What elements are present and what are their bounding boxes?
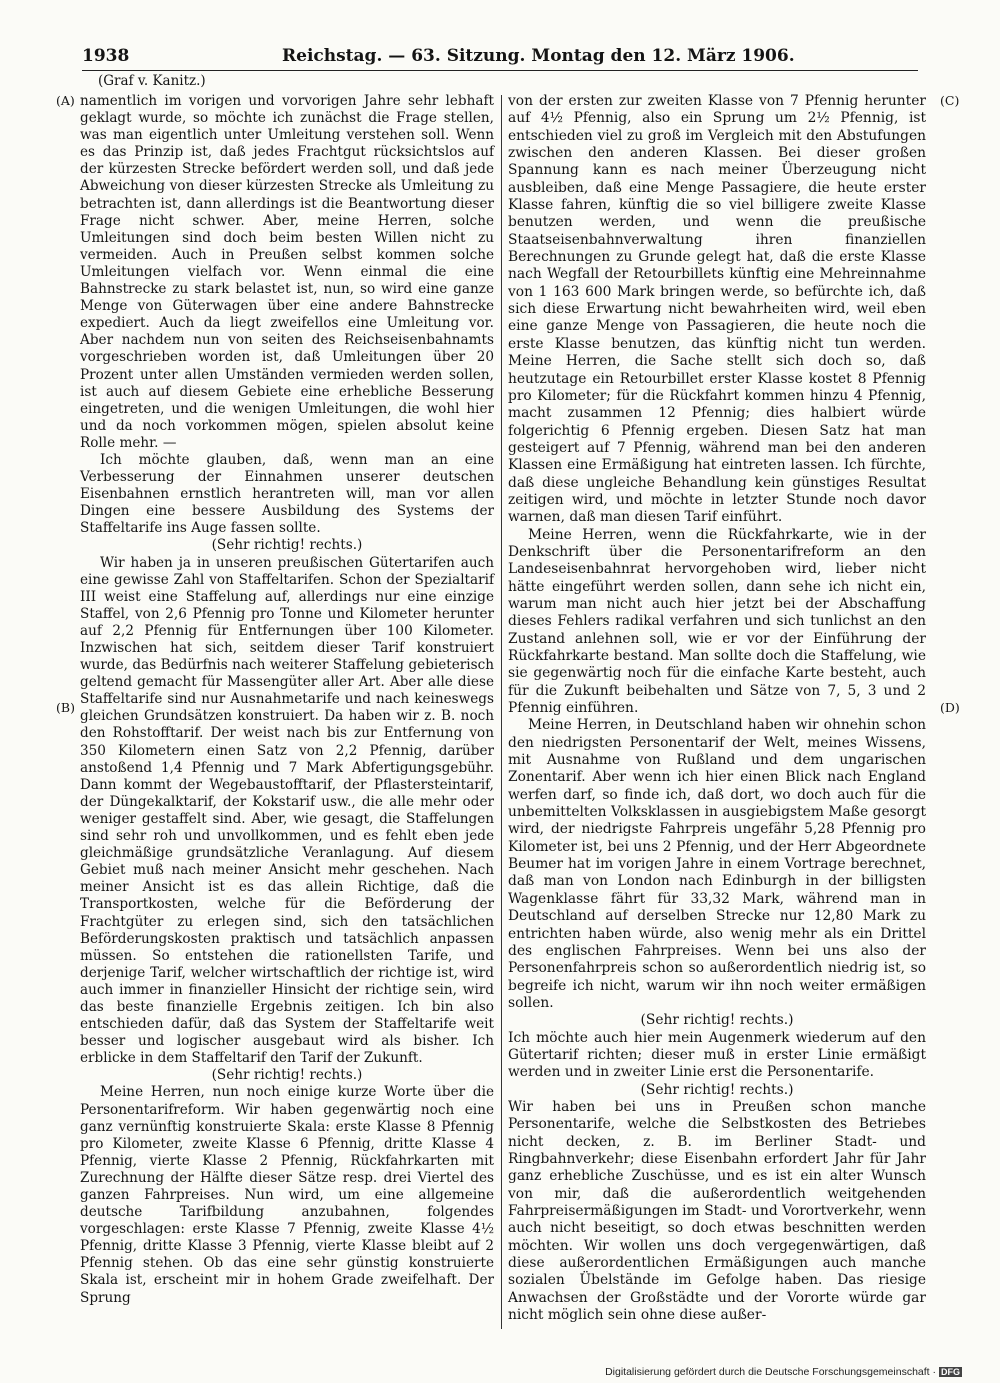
left-column-paragraph: Ich möchte glauben, daß, wenn man an eine Verbesserung der Einnahmen unserer deutschen Eisenbahnen ernstlich herantreten will, man vor allen Dingen eine bessere Ausbildung des Systems der Staffeltarife ins Auge fassen sollte. [80,451,494,537]
right-column-paragraph: (Sehr richtig! rechts.) [640,1012,794,1029]
left-column-paragraph: Wir haben ja in unseren preußischen Gütertarifen auch eine gewisse Zahl von Staffeltarifen. Schon der Spezialtarif III weist eine Staffelung auf, allerdings nur eine einzige Staffel, von 2,6 Pfennig pro Tonne und Kilometer herunter auf 2,2 Pfennig für Entfernungen über 100 Kilometer. Inzwischen hat sich, seitdem dieser Tarif konstruiert wurde, das Bedürfnis nach weiterer Staffelung gebieterisch geltend gemacht für Massengüter aller Art. Aber alle diese Staffeltarife sind nur Ausnahmetarife und nach keineswegs gleichen Grundsätzen konstruiert. Da haben wir z. B. noch den Rohstofftarif. Der weist nach bis zur Entfernung von 350 Kilometern einen Satz von 2,2 Pfennig, darüber anstoßend 1,4 Pfennig und 7 Mark Abfertigungsgebühr. Dann kommt der Wegebaustofftarif, der Pflastersteintarif, der Düngekalktarif, der Kokstarif usw., die alle mehr oder weniger gestaffelt sind. Aber, wie gesagt, die Staffelungen sind sehr roh und unvollkommen, und es fehlt eben jede gleichmäßige grundsätzliche Veranlagung. Auf diesem Gebiet muß nach meiner Ansicht mehr geschehen. Nach meiner Ansicht ist es das allein Richtige, daß die Transportkosten, welche für die Beförderung der Frachtgüter zu erlegen sind, sich den tatsächlichen Beförderungskosten praktisch und tatsächlich anpassen müssen. So entstehen die rationellsten Tarife, und derjenige Tarif, welcher wirtschaftlich der richtige ist, wird auch immer in finanzieller Hinsicht der richtige sein, wird das beste finanzielle Ergebnis zeitigen. Ich bin also entschieden dafür, daß das System der Staffeltarife weit besser und logischer ausgebaut wird als bisher. Ich erblicke in dem Staffeltarif den Tarif der Zukunft. [80,554,494,1067]
page-number: 1938 [82,46,130,66]
left-column [80,93,494,1307]
dfg-logo: DFG [941,1367,960,1377]
left-column-paragraph: Meine Herren, nun noch einige kurze Worte über die Personentarifreform. Wir haben gegenwärtig noch eine ganz vernünftig konstruierte Skala: erste Klasse 8 Pfennig pro Kilometer, zweite Klasse 6 Pfennig, dritte Klasse 4 Pfennig, vierte Klasse 2 Pfennig, Rückfahrkarten mit Zurechnung der Hälfte dieser Sätze resp. drei Viertel des ganzen Fahrpreises. Nun wird, um eine allgemeine deutsche Tarifbildung anzubahnen, folgendes vorgeschlagen: erste Klasse 7 Pfennig, zweite Klasse 4½ Pfennig, dritte Klasse 3 Pfennig, vierte Klasse bleibt auf 2 Pfennig stehen. Ob das eine sehr günstig konstruierte Skala ist, erscheint mir in hohem Grade zweifelhaft. Der Sprung [80,1084,494,1306]
right-column-paragraph: Ich möchte auch hier mein Augenmerk wiederum auf den Gütertarif richten; dieser muß in erster Linie ermäßigt werden und in zweiter Linie erst die Personentarife. [508,1029,926,1081]
margin-mark-b: (B) [56,700,75,715]
margin-mark-d: (D) [940,700,960,715]
running-title: Reichstag. — 63. Sitzung. Montag den 12. März 1906. [282,46,795,66]
right-column-paragraph: Wir haben bei uns in Preußen schon manche Personentarife, welche die Selbstkosten des Betriebes nicht decken, z. B. im Berliner Stadt- und Ringbahnverkehr; diese Eisenbahn erfordert Jahr für Jahr ganz erhebliche Zuschüsse, und es ist ein alter Wunsch von mir, daß die außerordentlich weitgehenden Fahrpreisermäßigungen im Stadt- und Vorortverkehr, wenn auch nicht beseitigt, so doch etwas beschnitten werden möchten. Wir wollen uns doch vergegenwärtigen, daß diese außerordentlichen Ermäßigungen auch manche sozialen Übelstände im Gefolge haben. Das riesige Anwachsen der Großstädte und der Vororte würde gar nicht möglich sein ohne diese außer- [508,1098,926,1324]
left-column-paragraph: (Sehr richtig! rechts.) [211,1067,363,1084]
margin-mark-a: (A) [56,93,75,108]
right-column-paragraph: (Sehr richtig! rechts.) [640,1081,794,1098]
right-column-paragraph: von der ersten zur zweiten Klasse von 7 Pfennig herunter auf 4½ Pfennig, also ein Sprung um 2½ Pfennig, ist entschieden viel zu groß im Vergleich mit den Abstufungen zwischen den anderen Klassen. Bei dieser großen Spannung kann es nach meiner Überzeugung nicht ausbleiben, daß eine Menge Passagiere, die heute erster Klasse fahren, künftig die so viel billigere zweite Klasse benutzen werden, und wenn die preußische Staatseisenbahnverwaltung ihren finanziellen Berechnungen zu Grunde gelegt hat, daß die erste Klasse nach Wegfall der Retourbillets künftig eine Mehreinnahme von 1 163 600 Mark bringen werde, so befürchte ich, daß sich diese Erwartung nicht bewahrheiten wird, weil eben eine ganze Menge von Passagieren, die heute noch die erste Klasse benutzen, das künftig nicht tun werden. Meine Herren, die Sache stellt sich doch so, daß heutzutage ein Retourbillet erster Klasse kostet 8 Pfennig pro Kilometer; für die Rückfahrt kommen hinzu 4 Pfennig, macht zusammen 12 Pfennig; dies halbiert würde folgerichtig 6 Pfennig ergeben. Diesen Satz hat man gesteigert auf 7 Pfennig, während man bei den anderen Klassen eine Ermäßigung hat eintreten lassen. Ich fürchte, daß diese ungleiche Behandlung kein günstiges Resultat zeitigen wird, und möchte in letzter Stunde noch davor warnen, daß man diesen Tarif einführt. [508,93,926,526]
margin-mark-c: (C) [940,93,960,108]
header-rule [82,70,918,71]
column-divider [501,95,502,1329]
footer [605,1366,962,1378]
right-column-paragraph: Meine Herren, wenn die Rückfahrkarte, wie in der Denkschrift über die Personentarifreform an den Landeseisenbahnrat hervorgehoben wird, lieber nicht hätte eingeführt werden sollen, dann sehe ich nicht ein, warum man nicht auch hier jetzt bei der Abschaffung dieses Fehlers radikal verfahren und sich tunlichst an den Zustand anlehnen soll, wie er vor der Einführung der Rückfahrkarte bestand. Man sollte doch die Staffelung, wie sie gegenwärtig noch für die einfache Karte besteht, auch für die Zukunft beibehalten und Sätze von 7, 5, 3 und 2 Pfennig einführen. [508,526,926,717]
footer-text: Digitalisierung gefördert durch die Deutsche Forschungsgemeinschaft · [605,1366,936,1378]
right-column [508,93,926,1324]
speaker-label: (Graf v. Kanitz.) [98,73,206,89]
left-column-paragraph: namentlich im vorigen und vorvorigen Jahre sehr lebhaft geklagt wurde, so möchte ich zunächst die Frage stellen, was man eigentlich unter Umleitung verstehen soll. Wenn es das Prinzip ist, daß jedes Frachtgut rücksichtslos auf der kürzesten Strecke befördert werden soll, und daß jede Abweichung von dieser kürzesten Strecke als Umleitung zu betrachten ist, dann allerdings ist die Beantwortung dieser Frage nicht schwer. Aber, meine Herren, solche Umleitungen sind doch beim besten Willen nicht zu vermeiden. Auch in Preußen selbst kommen solche Umleitungen vielfach vor. Wenn einmal die eine Bahnstrecke zu stark belastet ist, nun, so wird eine ganze Menge von Güterwagen über eine andere Bahnstrecke expediert. Auch da liegt zweifellos eine Umleitung vor. Aber nachdem nun von seiten des Reichseisenbahnamts vorgeschrieben worden ist, daß Umleitungen über 20 Prozent unter allen Umständen vermieden werden sollen, ist auch auf diesem Gebiete eine erhebliche Besserung eingetreten, und die wenigen Umleitungen, die wohl hier und da noch vorkommen mögen, spielen absolut keine Rolle mehr. — [80,93,494,451]
page-header [82,46,916,68]
right-column-paragraph: Meine Herren, in Deutschland haben wir ohnehin schon den niedrigsten Personentarif der Welt, meines Wissens, mit Ausnahme von Rußland und dem ungarischen Zonentarif. Aber wenn ich hier einen Blick nach England werfen darf, so finde ich, daß dort, wo doch auch für die unbemittelten Volksklassen in ausgiebigstem Maße gesorgt wird, der niedrigste Fahrpreis ungefähr 5,28 Pfennig pro Kilometer ist, bei uns 2 Pfennig, und der Herr Abgeordnete Beumer hat im vorigen Jahre in einem Vortrage berechnet, daß man von London nach Edinburgh in der billigsten Wagenklasse fährt für 33,32 Mark, während man in Deutschland auf derselben Strecke nur 12,80 Mark zu entrichten haben würde, also wenig mehr als ein Drittel des englischen Fahrpreises. Wenn bei uns also der Personenfahrpreis schon so außerordentlich niedrig ist, so begreife ich nicht, warum wir ihn noch weiter ermäßigen sollen. [508,717,926,1011]
left-column-paragraph: (Sehr richtig! rechts.) [211,537,363,554]
